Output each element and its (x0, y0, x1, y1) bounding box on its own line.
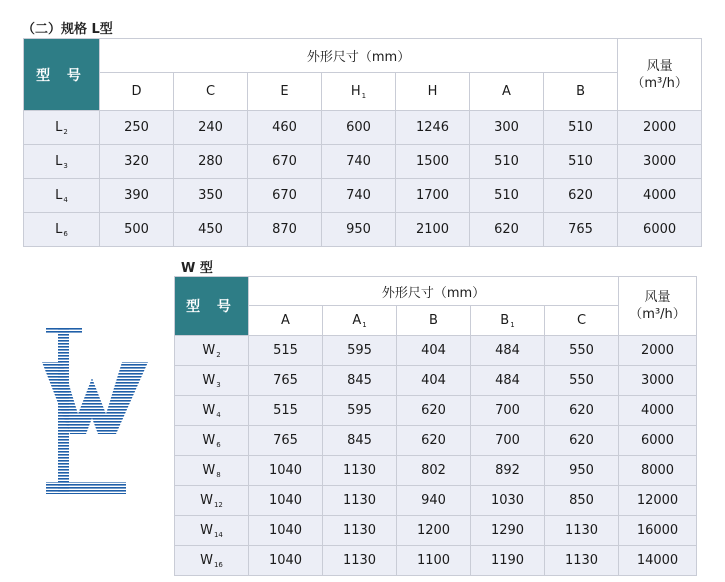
dimension-cell: 670 (248, 145, 322, 179)
l-type-title: （二）规格 L型 (22, 22, 113, 37)
airflow-cell: 8000 (619, 456, 697, 486)
dimension-cell: 550 (545, 366, 619, 396)
model-code: W (200, 492, 213, 508)
dimension-cell: 740 (322, 145, 396, 179)
table-row (175, 396, 697, 426)
model-cell (175, 396, 249, 426)
dimension-cell: 620 (397, 396, 471, 426)
column-label: A (352, 312, 362, 328)
airflow-unit: （m³/h） (629, 307, 686, 322)
table-row (24, 179, 702, 213)
dimension-cell: 1500 (396, 145, 470, 179)
dimension-cell: 1190 (471, 546, 545, 576)
dimension-cell: 1130 (323, 546, 397, 576)
dimension-cell: 1130 (323, 516, 397, 546)
dimension-cell: 765 (249, 426, 323, 456)
model-code: W (202, 342, 216, 358)
airflow-cell: 14000 (619, 546, 697, 576)
dimension-cell: 620 (545, 396, 619, 426)
dimensions-header: 外形尺寸（mm） (100, 39, 618, 73)
column-header (249, 306, 323, 336)
dimension-cell: 390 (100, 179, 174, 213)
column-label: A (281, 313, 290, 328)
dimension-cell: 1290 (471, 516, 545, 546)
column-label: D (131, 84, 142, 99)
airflow-cell: 3000 (618, 145, 702, 179)
dimension-cell: 1030 (471, 486, 545, 516)
dimension-cell: 670 (248, 179, 322, 213)
dimension-cell: 484 (471, 336, 545, 366)
dimension-cell: 404 (397, 366, 471, 396)
model-cell (175, 546, 249, 576)
model-cell (175, 486, 249, 516)
dimension-cell: 845 (323, 426, 397, 456)
column-header (471, 306, 545, 336)
airflow-header (618, 39, 702, 111)
model-code: W (202, 402, 216, 418)
model-code: W (202, 432, 216, 448)
dimension-cell: 510 (544, 145, 618, 179)
dimension-cell: 250 (100, 111, 174, 145)
column-label: B (500, 312, 510, 328)
airflow-cell: 4000 (619, 396, 697, 426)
column-label: C (205, 84, 216, 99)
airflow-unit: （m³/h） (631, 75, 688, 91)
dimension-cell: 595 (323, 336, 397, 366)
dimensions-header: 外形尺寸（mm） (249, 277, 619, 306)
column-header (544, 73, 618, 111)
dimension-cell: 600 (322, 111, 396, 145)
dimension-cell: 1246 (396, 111, 470, 145)
model-cell (175, 516, 249, 546)
model-code: L (55, 187, 63, 203)
dimension-cell: 2100 (396, 213, 470, 247)
column-subscript: 1 (361, 91, 367, 100)
table-row (175, 516, 697, 546)
model-header: 型 号 (175, 277, 249, 336)
column-header (248, 73, 322, 111)
table-row (24, 145, 702, 179)
dimension-cell: 1130 (545, 546, 619, 576)
column-label: A (502, 84, 511, 99)
dimension-cell: 845 (323, 366, 397, 396)
model-subscript: 16 (213, 560, 223, 569)
dimension-cell: 850 (545, 486, 619, 516)
column-label: H (350, 83, 361, 99)
dimension-cell: 765 (544, 213, 618, 247)
column-header (100, 73, 174, 111)
dimension-cell: 515 (249, 396, 323, 426)
dimension-cell: 510 (470, 179, 544, 213)
column-header (323, 306, 397, 336)
model-subscript: 2 (216, 350, 221, 359)
dimension-cell: 802 (397, 456, 471, 486)
dimension-cell: 620 (545, 426, 619, 456)
model-cell (175, 456, 249, 486)
dimension-cell: 620 (470, 213, 544, 247)
model-subscript: 8 (216, 470, 221, 479)
dimension-cell: 1200 (397, 516, 471, 546)
dimension-cell: 1130 (545, 516, 619, 546)
dimension-cell: 510 (544, 111, 618, 145)
dimension-cell: 320 (100, 145, 174, 179)
airflow-cell: 2000 (618, 111, 702, 145)
airflow-cell: 12000 (619, 486, 697, 516)
dimension-cell: 765 (249, 366, 323, 396)
model-subscript: 14 (213, 530, 223, 539)
dimension-cell: 1040 (249, 546, 323, 576)
dimension-cell: 740 (322, 179, 396, 213)
table-row (175, 366, 697, 396)
column-label: B (429, 313, 438, 328)
column-label: B (576, 84, 585, 99)
column-label: C (576, 313, 587, 328)
dimension-cell: 404 (397, 336, 471, 366)
model-subscript: 12 (213, 500, 223, 509)
dimension-cell: 1130 (323, 456, 397, 486)
dimension-cell: 700 (471, 426, 545, 456)
w-type-title: W 型 (181, 261, 213, 276)
airflow-cell: 2000 (619, 336, 697, 366)
model-code: W (202, 462, 216, 478)
dimension-cell: 450 (174, 213, 248, 247)
column-subscript: 1 (362, 320, 367, 329)
dimension-cell: 460 (248, 111, 322, 145)
model-subscript: 6 (216, 440, 221, 449)
dimension-cell: 940 (397, 486, 471, 516)
airflow-cell: 6000 (619, 426, 697, 456)
dimension-cell: 1040 (249, 516, 323, 546)
model-cell (175, 336, 249, 366)
airflow-label: 风量 (644, 290, 671, 305)
model-cell (24, 213, 100, 247)
dimension-cell: 950 (545, 456, 619, 486)
dimension-cell: 950 (322, 213, 396, 247)
dimension-cell: 484 (471, 366, 545, 396)
column-label: E (280, 84, 289, 99)
table-row (175, 486, 697, 516)
lw-logo-icon (36, 322, 154, 502)
model-code: W (202, 372, 216, 388)
dimension-cell: 620 (544, 179, 618, 213)
column-header (322, 73, 396, 111)
airflow-cell: 16000 (619, 516, 697, 546)
model-subscript: 4 (63, 195, 68, 204)
model-subscript: 3 (216, 380, 221, 389)
model-cell (24, 179, 100, 213)
dimension-cell: 515 (249, 336, 323, 366)
model-subscript: 6 (63, 229, 68, 238)
table-row (175, 336, 697, 366)
dimension-cell: 1130 (323, 486, 397, 516)
column-subscript: 1 (510, 320, 515, 329)
model-cell (24, 111, 100, 145)
table-row (24, 111, 702, 145)
column-header (174, 73, 248, 111)
dimension-cell: 1040 (249, 486, 323, 516)
dimension-cell: 240 (174, 111, 248, 145)
model-cell (175, 426, 249, 456)
column-header (545, 306, 619, 336)
dimension-cell: 300 (470, 111, 544, 145)
table-row (175, 456, 697, 486)
dimension-cell: 350 (174, 179, 248, 213)
model-header: 型 号 (24, 39, 100, 111)
dimension-cell: 1700 (396, 179, 470, 213)
model-subscript: 2 (63, 127, 68, 136)
airflow-header (619, 277, 697, 336)
w-type-spec-table (174, 276, 697, 576)
dimension-cell: 1040 (249, 456, 323, 486)
dimension-cell: 870 (248, 213, 322, 247)
dimension-cell: 1100 (397, 546, 471, 576)
dimension-cell: 620 (397, 426, 471, 456)
dimension-cell: 500 (100, 213, 174, 247)
model-code: W (200, 552, 213, 568)
table-row (24, 213, 702, 247)
dimension-cell: 892 (471, 456, 545, 486)
dimension-cell: 280 (174, 145, 248, 179)
l-type-spec-table (23, 38, 702, 247)
airflow-cell: 3000 (619, 366, 697, 396)
model-subscript: 3 (63, 161, 68, 170)
table-row (175, 546, 697, 576)
dimension-cell: 510 (470, 145, 544, 179)
column-header (396, 73, 470, 111)
airflow-cell: 6000 (618, 213, 702, 247)
model-subscript: 4 (216, 410, 221, 419)
airflow-cell: 4000 (618, 179, 702, 213)
column-header (397, 306, 471, 336)
dimension-cell: 550 (545, 336, 619, 366)
table-row (175, 426, 697, 456)
dimension-cell: 595 (323, 396, 397, 426)
model-code: L (55, 153, 63, 169)
column-label: H (427, 84, 438, 99)
model-code: W (200, 522, 213, 538)
column-header (470, 73, 544, 111)
model-code: L (55, 221, 63, 237)
airflow-label: 风量 (646, 58, 673, 74)
dimension-cell: 700 (471, 396, 545, 426)
model-code: L (55, 119, 63, 135)
model-cell (175, 366, 249, 396)
model-cell (24, 145, 100, 179)
